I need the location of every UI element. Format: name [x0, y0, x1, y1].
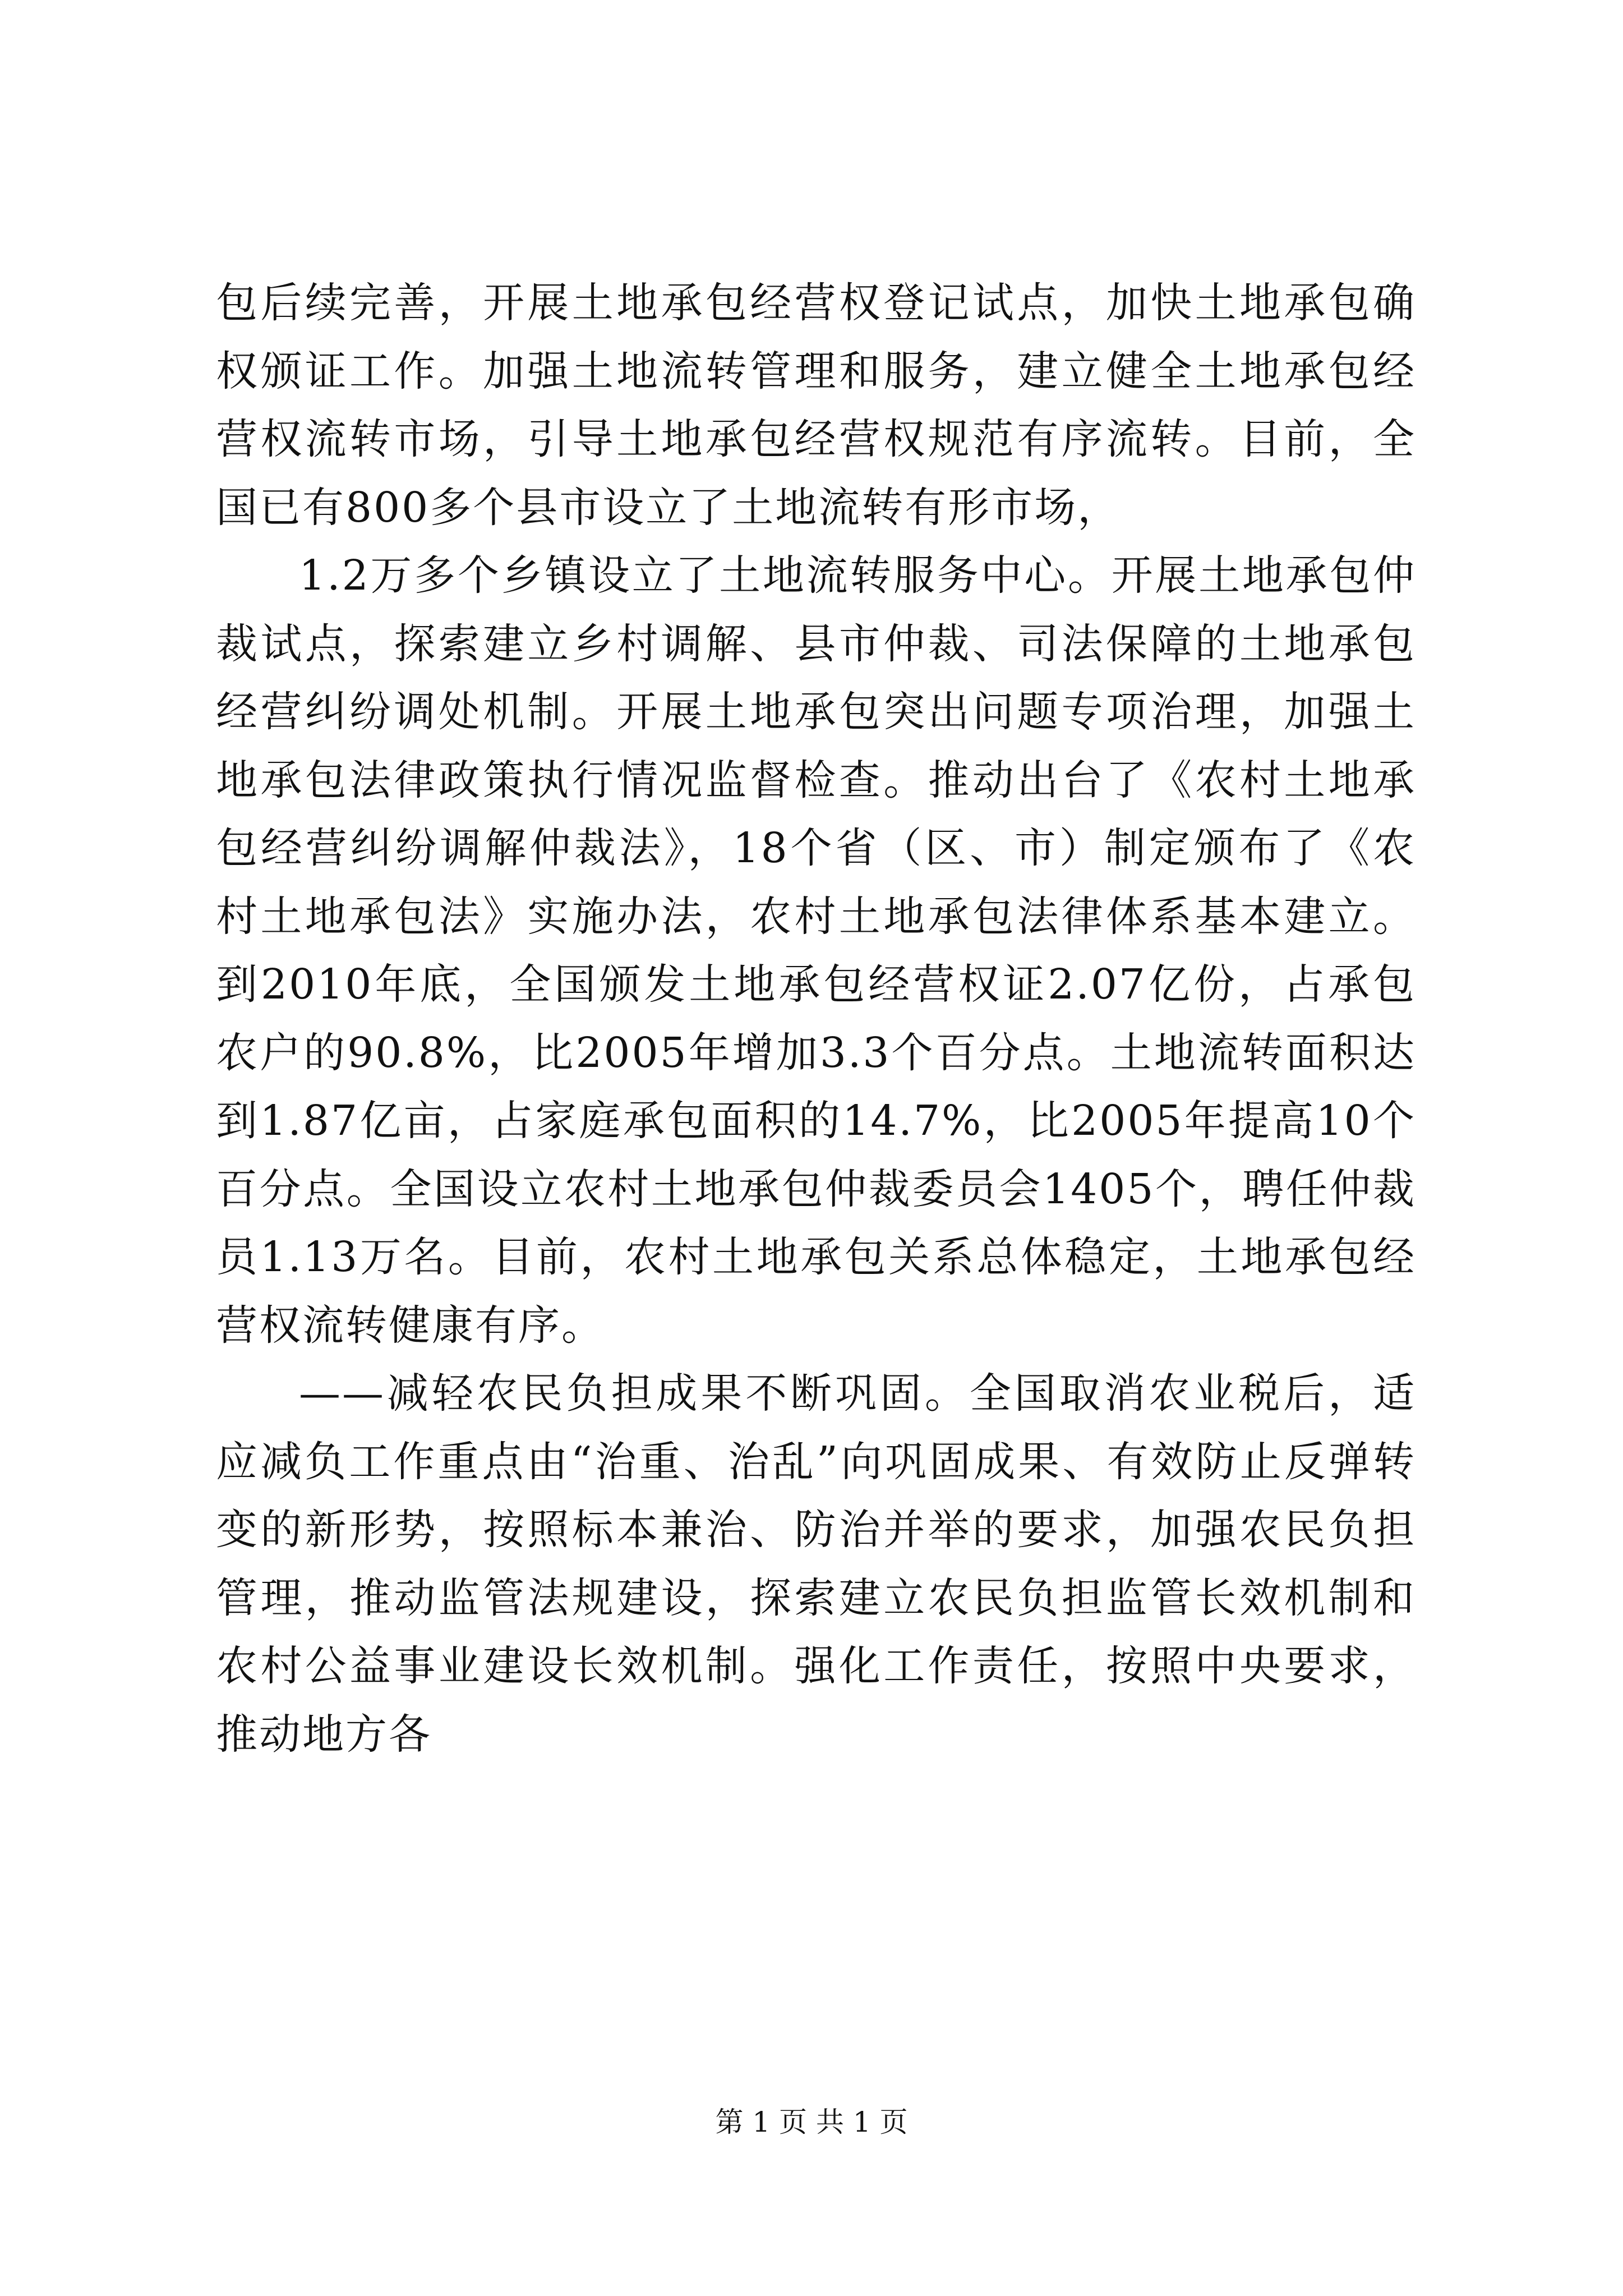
paragraph-3: ——减轻农民负担成果不断巩固。全国取消农业税后，适应减负工作重点由“治重、治乱”向巩固成果、有效防止反弹转变的新形势，按照标本兼治、防治并举的要求，加强农民负担管理，推动监管法规建设，探索建立农民负担监管长效机制和农村公益事业建设长效机制。强化工作责任，按照中央要求，推动地方各	[216, 1369, 1416, 1759]
page-footer: 第 1 页 共 1 页	[715, 2106, 908, 2138]
paragraph-1: 包后续完善，开展土地承包经营权登记试点，加快土地承包确权颁证工作。加强土地流转管理和服务，建立健全土地承包经营权流转市场，引导土地承包经营权规范有序流转。目前，全国已有800多个县市设立了土地流转有形市场，	[216, 279, 1416, 532]
paragraph-2: 1.2万多个乡镇设立了土地流转服务中心。开展土地承包仲裁试点，探索建立乡村调解、县市仲裁、司法保障的土地承包经营纠纷调处机制。开展土地承包突出问题专项治理，加强土地承包法律政策执行情况监督检查。推动出台了《农村土地承包经营纠纷调解仲裁法》，18个省（区、市）制定颁布了《农村土地承包法》实施办法，农村土地承包法律体系基本建立。到2010年底，全国颁发土地承包经营权证2.07亿份，占承包农户的90.8%，比2005年增加3.3个百分点。土地流转面积达到1.87亿亩，占家庭承包面积的14.7%，比2005年提高10个百分点。全国设立农村土地承包仲裁委员会1405个，聘任仲裁员1.13万名。目前，农村土地承包关系总体稳定，土地承包经营权流转健康有序。	[216, 551, 1416, 1350]
document-body	[216, 269, 1416, 1769]
